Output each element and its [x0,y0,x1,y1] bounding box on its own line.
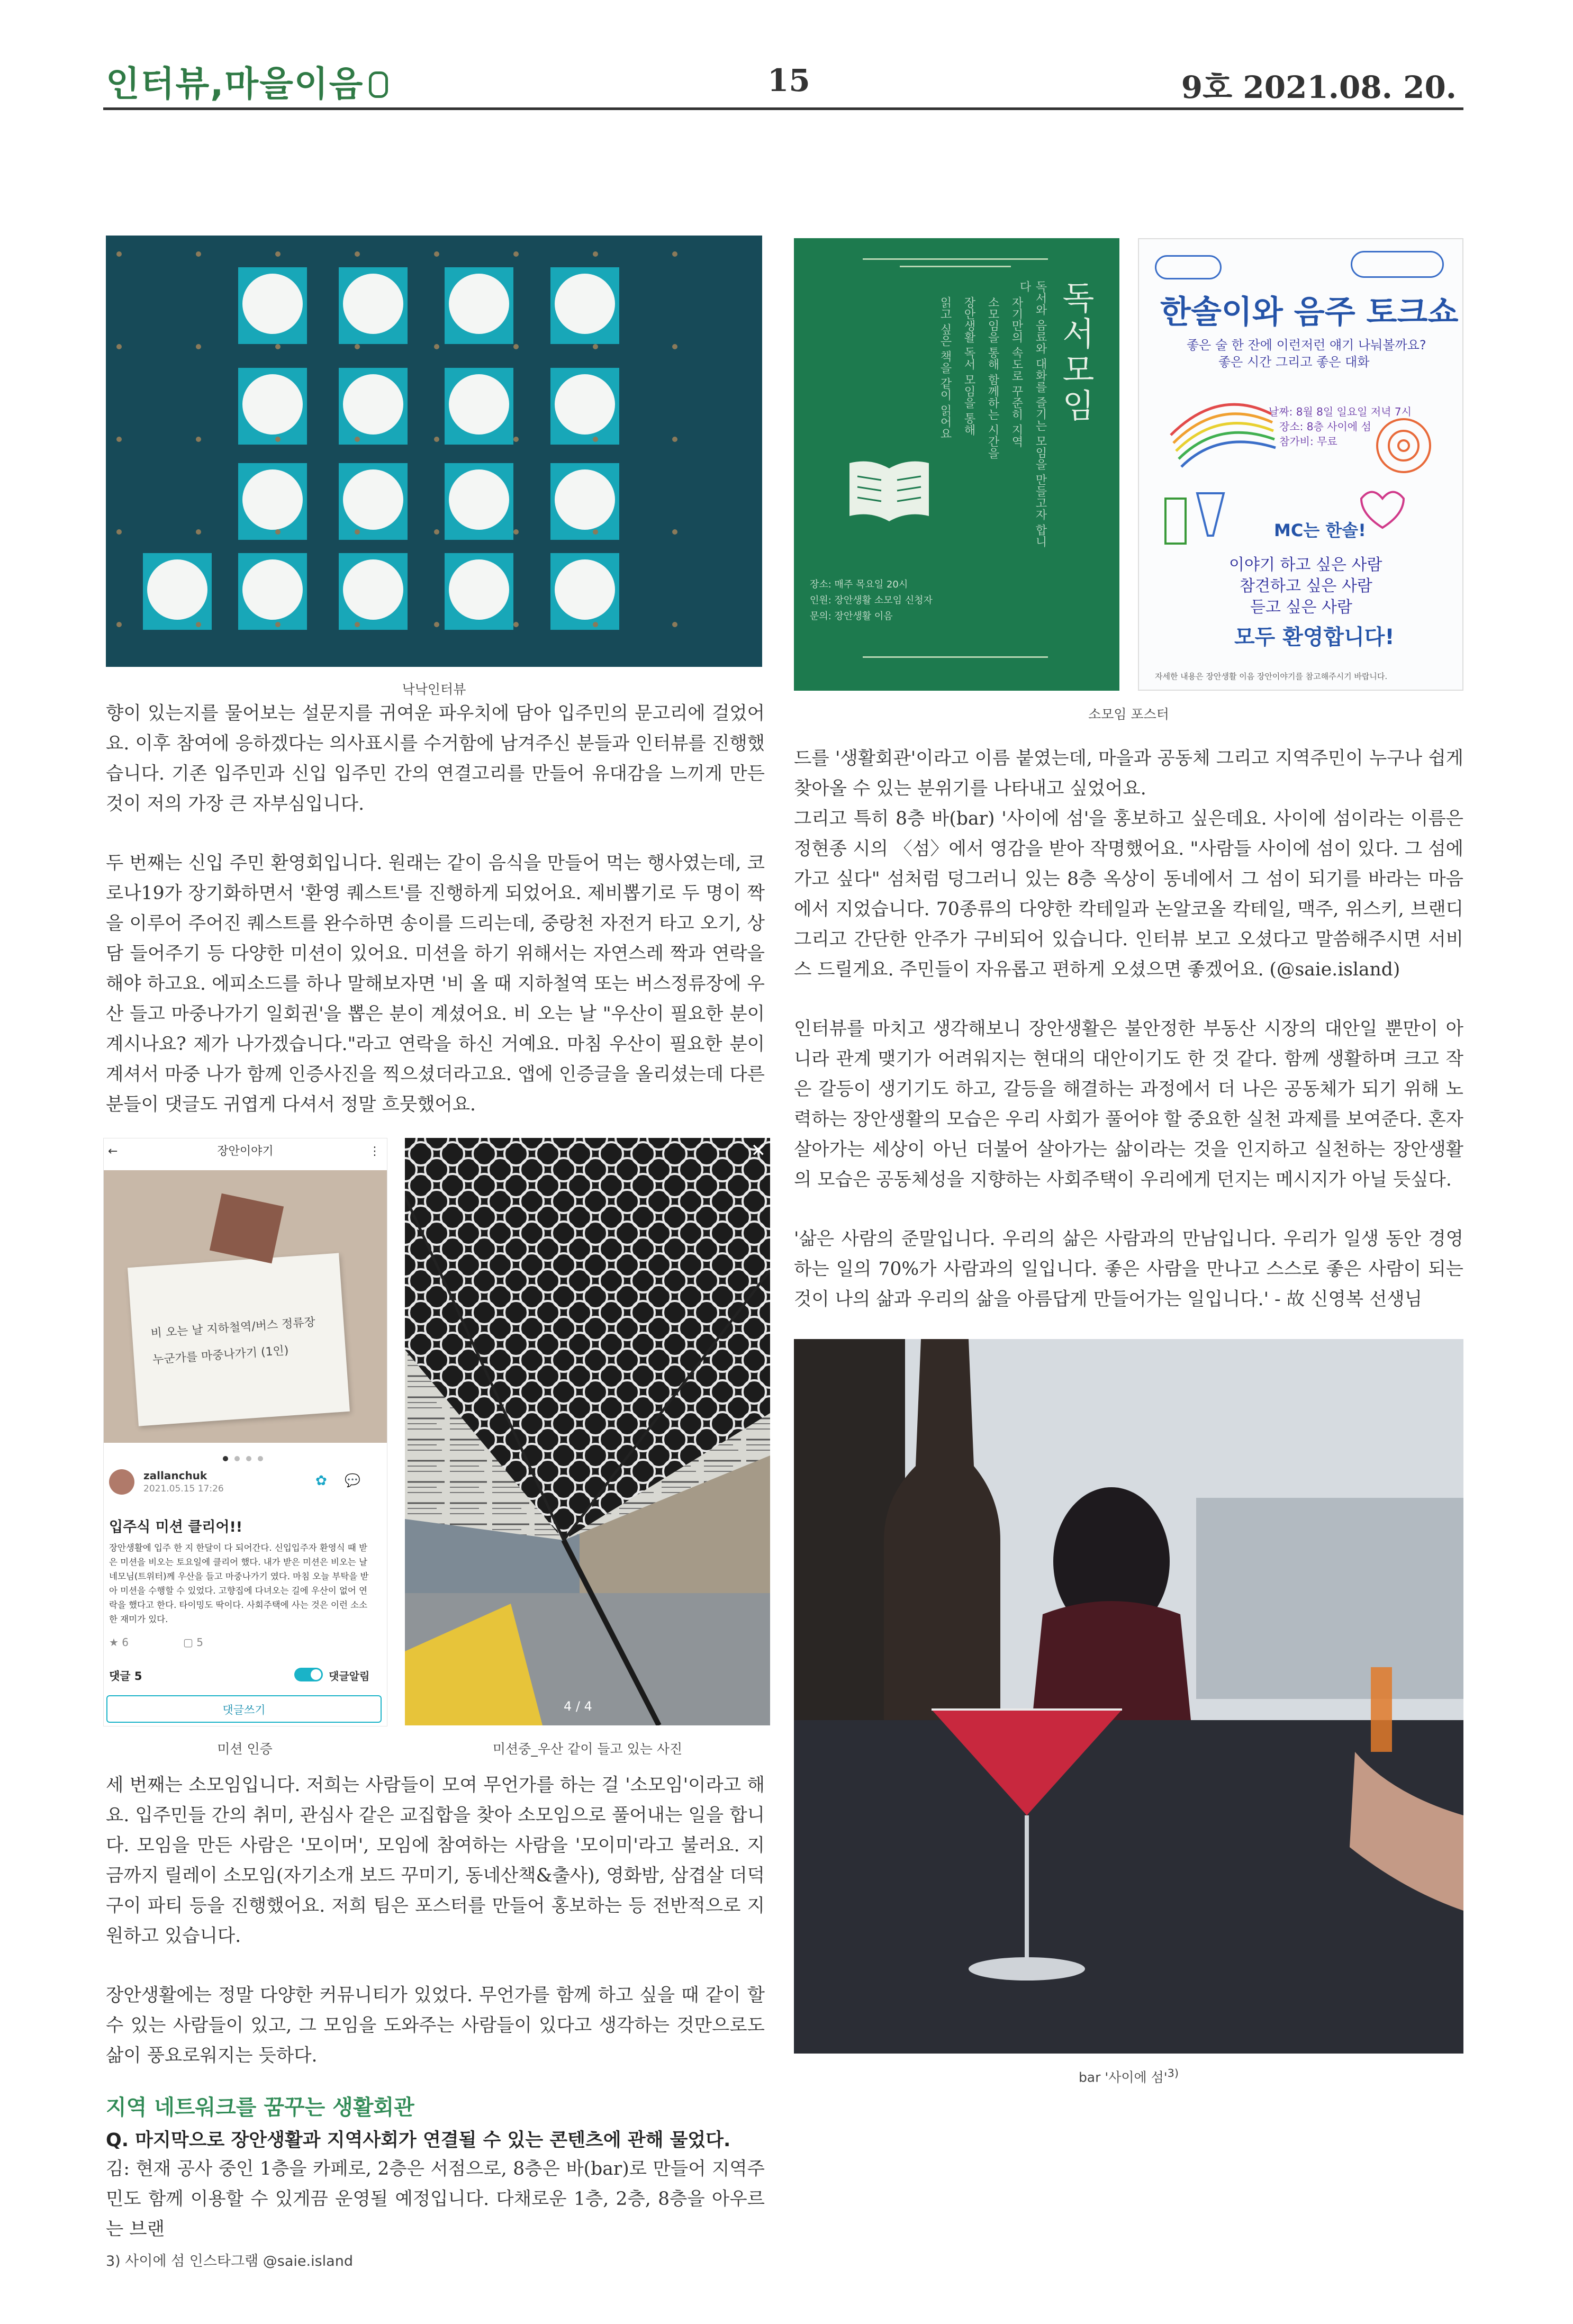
profile-card-face [555,374,615,435]
umbrella-photo [405,1138,770,1725]
pegboard-hole [275,344,281,349]
notify-label: 댓글알림 [329,1670,370,1683]
photo-counter: 4 / 4 [564,1699,592,1714]
app-screenshot [103,1138,387,1726]
profile-card [238,368,307,445]
footnote: 3) 사이에 섬 인스타그램 @saie.island [106,2253,353,2269]
closing-quote: '삶은 사람의 준말입니다. 우리의 삶은 사람과의 만남입니다. 우리가 일생 동안 경영하는 일의 70%가 사람과의 일입니다. 좋은 사람을 만나고 스스로 좋은 사람이 되는 것이 나의 삶과 우리의 삶을 아름답게 만들어가는 일입니다.' - 故 신영복 선생님 [794,1228,1463,1310]
talk-show-subtitle: 좋은 시간 그리고 좋은 대화 [1218,355,1370,369]
profile-card-face [343,374,403,435]
right-column [794,744,1463,1315]
profile-card-face [343,559,403,620]
pegboard-hole [116,622,122,627]
pegboard-hole [434,529,439,535]
left-column-top [106,699,765,1120]
carousel-dots[interactable] [223,1453,270,1460]
post-title: 입주식 미션 클리어!! [109,1519,243,1535]
talk-show-detail: 참가비: 무료 [1279,435,1337,448]
pegboard-hole [355,529,360,535]
comments-label: 댓글 5 [109,1670,142,1683]
section-label: 인터뷰,마을이음 [106,64,364,104]
talk-show-invite: 이야기 하고 싶은 사람 [1229,556,1382,574]
paragraph: 인터뷰를 마치고 생각해보니 장안생활은 불안정한 부동산 시장의 대안일 뿐만이 아니라 관계 맺기가 어려워지는 현대의 대안이기도 한 것 같다. 함께 생활하며 크고 작은 갈등이 생기기도 하고, 갈등을 해결하는 과정에서 더 나은 공동체가 되기 위해 노력하는 장안생활의 모습은 우리 사회가 풀어야 할 중요한 실천 과제를 보여준다. 혼자 살아가는 세상이 아닌 더불어 살아가는 삶이라는 것을 인지하고 실천하는 장안생활의 모습은 공동체성을 지향하는 사회주택이 우리에게 던지는 메시지가 아닐 듯싶다. [794,1018,1463,1190]
pegboard-hole [434,344,439,349]
more-menu-icon[interactable]: ⋮ [369,1145,381,1158]
pegboard-photo [106,236,762,667]
pegboard-hole [116,344,122,349]
comment-icon: ▢ [183,1636,193,1649]
section-heading: 지역 네트워크를 꿈꾸는 생활회관 [106,2095,414,2120]
header-rule [103,107,1463,110]
pegboard-hole [275,622,281,627]
pegboard-hole [196,529,201,535]
talk-show-welcome: 모두 환영합니다! [1234,625,1395,649]
talk-show-invite: 참견하고 싶은 사람 [1240,577,1372,595]
pegboard-hole [116,529,122,535]
profile-card [238,553,307,630]
pegboard-hole [275,251,281,257]
pegboard-hole [672,251,677,257]
profile-card [339,463,408,540]
profile-card [445,553,513,630]
pegboard-hole [672,529,677,535]
page-number: 15 [767,62,810,98]
talk-show-footer: 자세한 내용은 장안생활 이음 장안이야기를 참고해주시기 바랍니다. [1155,672,1388,681]
poster-ornament-top [863,258,1048,260]
left-column-bottom [106,1770,765,2071]
profile-card-face [242,274,303,334]
like-number: 6 [122,1636,129,1649]
profile-card-face [147,559,207,620]
section-title [106,56,388,106]
profile-card-face [555,469,615,530]
pegboard-hole [355,344,360,349]
poster-info-line: 장소: 매주 목요일 20시 [810,579,908,590]
talk-show-subtitle: 좋은 술 한 잔에 이런저런 얘기 나눠볼까요? [1187,338,1426,352]
pegboard-hole [513,437,519,442]
microphone-icon [369,71,388,98]
profile-card [550,368,619,445]
mission-photo [104,1170,387,1443]
umbrella-caption: 미션중_우산 같이 들고 있는 사진 [492,1741,683,1757]
footnote-marker: 3) [1167,2067,1179,2079]
book-icon [844,458,934,527]
paragraph: 장안생활에는 정말 다양한 커뮤니티가 있었다. 무언가를 함께 하고 싶을 때 같이 할 수 있는 사람들이 있고, 그 모임을 도와주는 사람들이 있다고 생각하는 것만으로도 삶이 풍요로워지는 듯하다. [106,1985,765,2066]
pegboard-hole [434,251,439,257]
paragraph: 드를 '생활회관'이라고 이름 붙였는데, 마을과 공동체 그리고 지역주민이 누구나 쉽게 찾아올 수 있는 분위기를 나타내고 싶었어요. [794,748,1463,799]
talk-show-detail: 날짜: 8월 8일 일요일 저녁 7시 [1269,405,1412,418]
reading-club-poster [794,238,1119,691]
profile-card [550,553,619,630]
interview-question: Q. 마지막으로 장안생활과 지역사회가 연결될 수 있는 콘텐츠에 관해 물었다. [106,2130,731,2151]
pegboard-hole [355,622,360,627]
poster-vertical-line-4: 장안생활 독서 모임을 통해 [962,296,975,436]
poster-vertical-line-2: 자기만의 속도로 꾸준히 지역 [1010,296,1023,447]
pegboard-hole [196,251,201,257]
post-datetime: 2021.05.15 17:26 [143,1484,224,1494]
interview-answer: 김: 현재 공사 중인 1층을 카페로, 2층은 서점으로, 8층은 바(bar)로 만들어 지역주민도 함께 이용할 수 있게끔 운영될 예정입니다. 다채로운 1층, 2층, 8층을 아우르는 브랜 [106,2158,765,2240]
pegboard-hole [275,437,281,442]
poster-vertical-line-5: 읽고 싶은 책을 같이 읽어요 [938,296,952,439]
post-body: 장안생활에 입주 한 지 한달이 다 되어간다. 신입입주자 환영식 때 받은 미션을 비오는 토요일에 클리어 했다. 내가 받은 미션은 비오는 날 네모님(트위터)께 우산을 들고 마중나가기 였다. 마침 오늘 부탁을 받아 미션을 수행할 수 있었다. 고향집에 다녀오는 길에 우산이 없어 연락을 했다고 한다. 타이밍도 딱이다. 사회주택에 사는 것은 이런 소소한 재미가 있다. [109,1543,369,1624]
pegboard-hole [672,622,677,627]
pegboard-hole [672,437,677,442]
mission-note [128,1253,350,1426]
poster-title: 독서모임 [1056,281,1095,424]
pegboard-hole [355,437,360,442]
flower-icon[interactable]: ✿ [315,1473,327,1489]
pegboard-hole [513,344,519,349]
profile-card-face [242,559,303,620]
profile-card-face [343,274,403,334]
profile-card [445,463,513,540]
profile-card [550,267,619,344]
pegboard-hole [593,622,598,627]
profile-card-face [242,469,303,530]
profile-card-face [449,469,509,530]
pegboard-hole [434,437,439,442]
pegboard-hole [513,529,519,535]
profile-card [445,368,513,445]
pegboard-caption: 낙낙인터뷰 [402,682,466,697]
profile-card [445,267,513,344]
pegboard-hole [434,622,439,627]
username[interactable]: zallanchuk [143,1469,207,1482]
pegboard-hole [593,437,598,442]
pegboard-hole [116,251,122,257]
umbrella-illustration [405,1138,770,1725]
interview-answer-block [106,2154,765,2245]
pegboard-hole [116,437,122,442]
pegboard-hole [196,622,201,627]
profile-card-face [449,274,509,334]
poster-ornament-top-2 [900,266,1011,267]
profile-card-face [449,374,509,435]
paragraph: 두 번째는 신입 주민 환영회입니다. 원래는 같이 음식을 만들어 먹는 행사였는데, 코로나19가 장기화하면서 '환영 퀘스트'를 진행하게 되었어요. 제비뽑기로 두 명이 짝을 이루어 주어진 퀘스트를 완수하면 송이를 드리는데, 중랑천 자전거 타고 오기, 상담 들어주기 등 다양한 미션이 있어요. 미션을 하기 위해서는 자연스레 짝과 연락을 해야 하고요. 에피소드를 하나 말해보자면 '비 올 때 지하철역 또는 버스정류장에 우산 들고 마중나가기 일회권'을 뽑은 분이 계셨어요. 비 오는 날 "우산이 필요한 분이 계시나요? 제가 나가겠습니다."라고 연락을 하신 거예요. 마침 우산이 필요한 분이 계셔서 마중 나가 함께 인증사진을 찍으셨더라고요. 앱에 인증글을 올리셨는데 다른 분들이 댓글도 귀엽게 다셔서 정말 흐뭇했어요. [106,853,765,1115]
poster-info-line: 문의: 장안생활 이음 [810,611,893,622]
profile-card [238,267,307,344]
comment-count[interactable] [183,1636,203,1649]
close-icon[interactable]: ✕ [751,1140,766,1161]
certification-caption: 미션 인증 [217,1741,273,1757]
paragraph: 향이 있는지를 물어보는 설문지를 귀여운 파우치에 담아 입주민의 문고리에 걸었어요. 이후 참여에 응하겠다는 의사표시를 수거함에 남겨주신 분들과 인터뷰를 진행했습니다. 기존 입주민과 신입 입주민 간의 연결고리를 만들어 유대감을 느끼게 만든 것이 저의 가장 큰 자부심입니다. [106,703,765,815]
pegboard-hole [513,622,519,627]
app-title: 장안이야기 [217,1145,274,1158]
profile-card [550,463,619,540]
pegboard-hole [196,437,201,442]
issue-date: 9호 2021.08. 20. [1181,69,1457,105]
bar-caption-text: bar '사이에 섬' [1078,2069,1168,2085]
pegboard-hole [196,344,201,349]
pegboard-hole [355,251,360,257]
profile-card [339,553,408,630]
posters-caption: 소모임 포스터 [1088,707,1169,722]
profile-card [143,553,212,630]
note-line: 누군가를 마중나가기 (1인) [152,1344,290,1367]
bar-caption [794,2067,1463,2086]
back-arrow-icon[interactable]: ← [108,1145,118,1158]
poster-info-line: 인원: 장안생활 소모임 신청자 [810,595,933,606]
profile-card [238,463,307,540]
talk-show-invite: 듣고 싶은 사람 [1250,598,1352,617]
profile-card-face [242,374,303,435]
photo-object [210,1193,284,1264]
note-line: 비 오는 날 지하철역/버스 정류장 [150,1315,316,1341]
pegboard-hole [593,344,598,349]
pegboard-hole [593,251,598,257]
poster-vertical-line-3: 소모임을 통해 함께하는 시간을 [986,296,999,459]
poster-ornament-bottom [863,656,1048,658]
profile-card [339,267,408,344]
talk-show-title: 한솔이와 음주 토크쇼 [1160,294,1459,331]
talk-show-mc: MC는 한솔! [1274,520,1366,540]
paragraph: 그리고 특히 8층 바(bar) '사이에 섬'을 홍보하고 싶은데요. 사이에 섬이라는 이름은 정현종 시의 〈섬〉에서 영감을 받아 작명했어요. "사람들 사이에 섬이 있다. 그 섬에 가고 싶다" 섬처럼 덩그러니 있는 8층 옥상이 동네에서 그 섬이 되기를 바라는 마음에서 지었습니다. 70종류의 다양한 칵테일과 논알코올 칵테일, 맥주, 위스키, 브랜디 그리고 간단한 안주가 구비되어 있습니다. 인터뷰 보고 오셨다고 말씀해주시면 서비스 드릴게요. 주민들이 자유롭고 편하게 오셨으면 좋겠어요. (@saie.island) [794,808,1463,980]
pegboard-hole [593,529,598,535]
cloud-doodle [1351,251,1444,278]
pegboard-hole [672,344,677,349]
like-count[interactable] [109,1636,129,1649]
star-icon: ★ [109,1636,119,1649]
write-comment-button[interactable]: 댓글쓰기 [106,1695,382,1723]
poster-info [810,577,933,625]
pegboard-hole [513,251,519,257]
paragraph: 세 번째는 소모임입니다. 저희는 사람들이 모여 무언가를 하는 걸 '소모임'이라고 해요. 입주민들 간의 취미, 관심사 같은 교집합을 찾아 소모임으로 풀어내는 일을 합니다. 모임을 만든 사람은 '모이머', 모임에 참여하는 사람을 '모이미'라고 불러요. 지금까지 릴레이 소모임(자기소개 보드 꾸미기, 동네산책&출사), 영화밤, 삼겹살 더덕구이 파티 등을 진행했어요. 저희 팀은 포스터를 만들어 홍보하는 등 전반적으로 지원하고 있습니다. [106,1775,765,1947]
bar-photo [794,1339,1463,2054]
cocktail-illustration [794,1339,1463,2054]
talk-show-detail: 장소: 8층 사이에 섬 [1279,420,1371,433]
poster-vertical-line-1: 독서와 음료와 대화를 즐기는 모임을 만들고자 합니다 [1018,281,1047,547]
app-top-bar [104,1138,387,1165]
profile-card-face [449,559,509,620]
comment-number: 5 [196,1636,203,1649]
talk-show-poster [1138,238,1463,691]
profile-card [339,368,408,445]
pegboard-hole [275,529,281,535]
notify-toggle[interactable] [294,1668,323,1681]
profile-card-face [555,559,615,620]
chat-bubble-icon[interactable]: 💬 [345,1473,360,1488]
profile-card-face [555,274,615,334]
avatar[interactable] [109,1469,134,1495]
profile-card-face [343,469,403,530]
cloud-doodle [1155,255,1222,279]
